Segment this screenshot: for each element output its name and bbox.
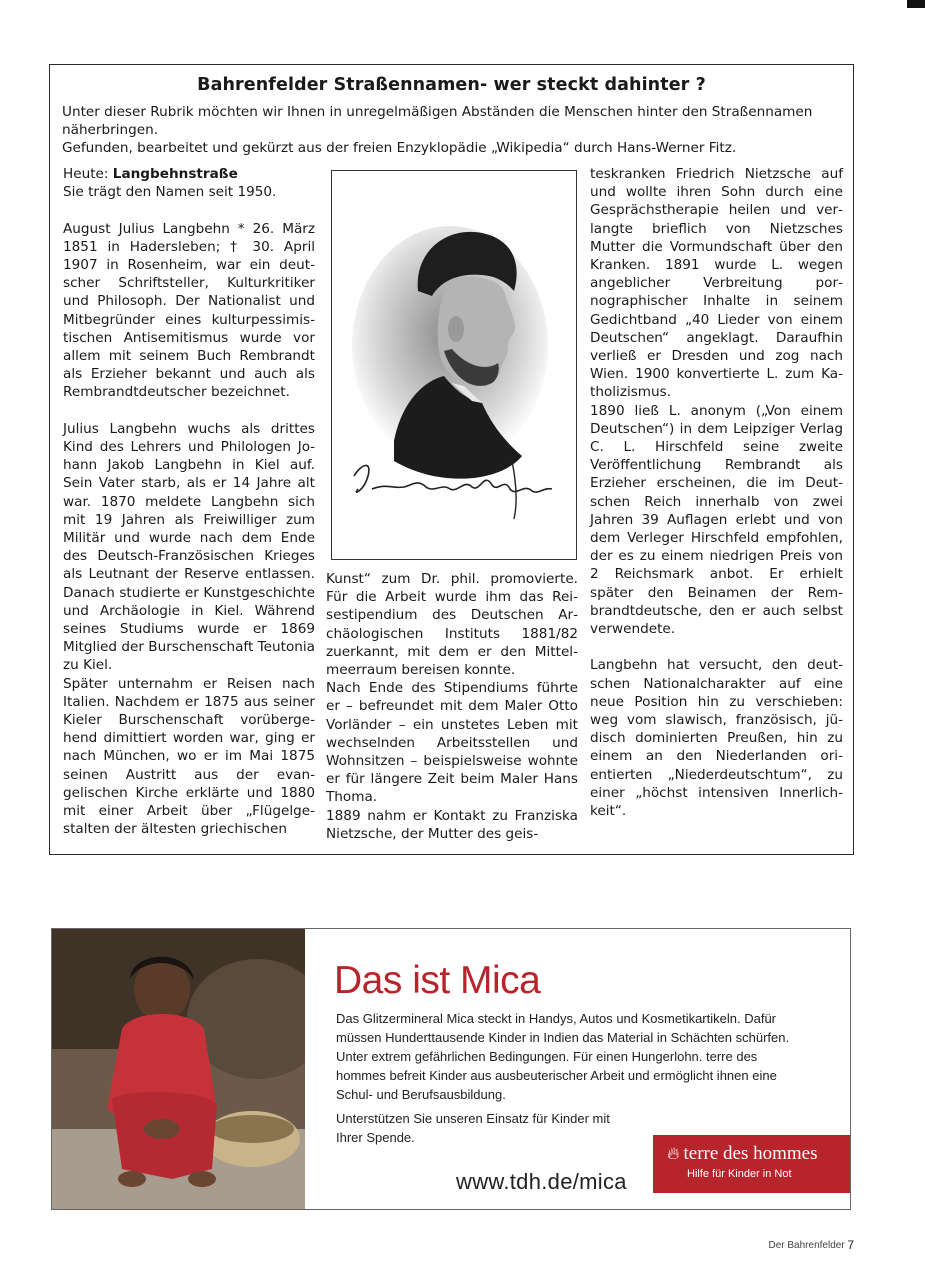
article-intro bbox=[62, 103, 841, 158]
paragraph: 1890 ließ L. anonym („Von einem Deutschen“) in dem Leipziger Verlag C. L. Hirschfeld seine zweite Veröffentlichung Rembrandt als Erzieher erscheinen, die im Deutschen Reich innerhalb von zwei Jahren 39 Auflagen erlebt und von dem Verleger Hirschfeld empfohlen, der es zu einem niedrigen Preis von 2 Reichsmark anbot. Er erhielt später den Beinamen der Rembrandtdeutsche, den er auch selbst verwendete. bbox=[590, 402, 843, 638]
child-photo bbox=[52, 929, 305, 1209]
paragraph: Langbehn hat versucht, den deutschen Nationalcharakter auf eine neue Position hin zu verschieben: weg vom slawisch, französisch, jüdisch dominierten Preußen, hin zu einem an den Niederlanden orientierten „Niederdeutschtum“, zu einer „höchst intensiven Innerlichkeit“. bbox=[590, 657, 843, 820]
portrait-image bbox=[332, 171, 576, 559]
street-name: Langbehnstraße bbox=[112, 166, 238, 182]
named-since: Sie trägt den Namen seit 1950. bbox=[63, 184, 277, 201]
paragraph: Nach Ende des Stipendiums führte er – befreundet mit dem Maler Otto Vorländer – ein unstetes Leben mit wechselnden Arbeitsstellen und Wohnsitzen – beispielsweise wohnte er für längere Zeit beim Maler Hans Thoma. bbox=[326, 680, 578, 806]
ad-body: Das Glitzermineral Mica steckt in Handys, Autos und Kosmetikartikeln. Dafür müssen Hunderttausende Kinder in Indien das Material in Schächten schürfen. Unter extrem gefährlichen Bedingungen. Für einen Hungerlohn. terre des hommes befreit Kinder aus ausbeuterischer Arbeit und ermöglicht ihnen eine Schul- und Berufsausbildung. bbox=[336, 1011, 790, 1102]
intro-text: Unter dieser Rubrik möchten wir Ihnen in unregelmäßigen Abständen die Menschen hinter den Straßennamen näherbringen. bbox=[62, 104, 813, 139]
ad-url-link[interactable]: www.tdh.de/mica bbox=[456, 1169, 627, 1194]
intro-source: Gefunden, bearbeitet und gekürzt aus der freien Enzyklopädie „Wikipedia“ durch Hans-Werner Fitz. bbox=[62, 140, 737, 157]
paragraph: August Julius Langbehn * 26. März 1851 in Hadersleben; † 30. April 1907 in Rosenheim, war ein deutscher Schriftsteller, Kulturkritiker und Philosoph. Der Nationalist und Mitbegründer eines kulturpessimistischen Antisemitismus wurde vor allem mit seinem Buch Rembrandt als Erzieher bekannt und auch als Rembrandtdeutscher bezeichnet. bbox=[63, 220, 315, 401]
column-3 bbox=[590, 165, 843, 820]
article-title: Bahrenfelder Straßennamen- wer steckt dahinter ? bbox=[197, 75, 706, 95]
column-2 bbox=[326, 570, 578, 843]
flame-icon: 🔥︎ bbox=[667, 1144, 680, 1163]
paragraph: Julius Langbehn wuchs als drittes Kind des Lehrers und Philologen Johann Jakob Langbehn in Kiel auf. Sein Vater starb, als er 14 Jahre alt war. 1870 meldete Langbehn sich mit 19 Jahren als Freiwilliger zum Militär und wurde nach dem Ende des Deutsch-Französischen Krieges als Leutnant der Reserve entlassen. Danach studierte er Kunstgeschichte und Archäologie in Kiel. Während seines Studiums wurde er 1869 Mitglied der Burschenschaft Teutonia zu Kiel. bbox=[63, 420, 315, 674]
brand-name: terre des hommes bbox=[683, 1143, 818, 1164]
paragraph: Kunst“ zum Dr. phil. promovierte. Für die Arbeit wurde ihm das Reisestipendium des Deutschen Archäologischen Instituts 1881/82 zuerkannt, mit dem er den Mittelmeerraum bereisen konnte. bbox=[326, 571, 578, 679]
paragraph: Später unternahm er Reisen nach Italien. Nachdem er 1875 aus seiner Kieler Burschenschaft vorübergehend dimittiert worden war, ging er nach München, wo er im Mai 1875 seinen Austritt aus der evangelischen Kirche erklärte und 1880 mit einer Arbeit über „Flügelgestalten der ältesten griechischen bbox=[63, 675, 315, 838]
ad-photo bbox=[52, 929, 305, 1209]
corner-mark bbox=[907, 0, 925, 8]
portrait-photo bbox=[331, 170, 577, 560]
ad-call-to-action: Unterstützen Sie unseren Einsatz für Kinder mit Ihrer Spende. bbox=[336, 1111, 610, 1145]
page-number: 7 bbox=[847, 1238, 854, 1252]
paragraph: teskranken Friedrich Nietzsche auf und wollte ihren Sohn durch eine Gesprächstherapie heilen und verlangte brieflich von Nietzsches Mutter die Vormundschaft über den Kranken. 1891 wurde L. wegen angeblicher Verbreitung pornographischer Inhalte in seinem Gedichtband „40 Lieder von einem Deutschen“ angeklagt. Daraufhin verließ er Dresden und zog nach Wien. 1900 konvertierte L. zum Katholizismus. bbox=[590, 166, 843, 401]
terre-des-hommes-logo bbox=[653, 1135, 850, 1193]
article-box bbox=[49, 64, 854, 855]
column-1 bbox=[63, 165, 315, 838]
ad-heading: Das ist Mica bbox=[334, 959, 541, 1002]
paragraph: 1889 nahm er Kontakt zu Franziska Nietzsche, der Mutter des geis- bbox=[326, 807, 578, 842]
publication-name: Der Bahrenfelder bbox=[768, 1240, 845, 1251]
brand-tagline: Hilfe für Kinder in Not bbox=[687, 1168, 792, 1180]
today-line: Heute: Langbehnstraße bbox=[63, 166, 238, 182]
advertisement bbox=[51, 928, 851, 1210]
